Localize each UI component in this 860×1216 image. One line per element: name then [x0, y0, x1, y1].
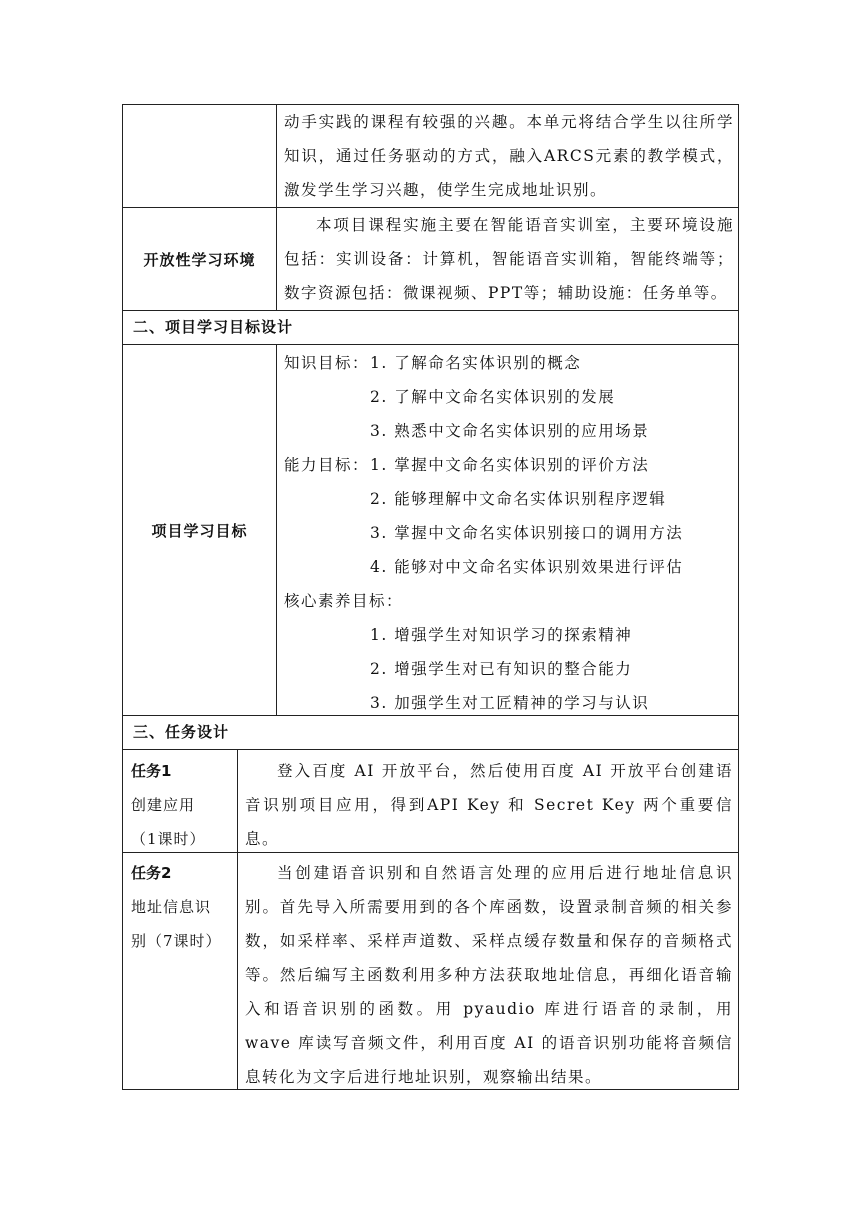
lower-table — [122, 715, 739, 1090]
task-hours: （1课时） — [131, 830, 206, 848]
task-1-description: 登入百度 AI 开放平台，然后使用百度 AI 开放平台创建语音识别项目应用，得到API Key 和 Secret Key 两个重要信息。 — [245, 762, 733, 848]
knowledge-goal-item: 3. 熟悉中文命名实体识别的应用场景 — [370, 422, 650, 440]
intro-text: 动手实践的课程有较强的兴趣。本单元将结合学生以往所学知识，通过任务驱动的方式，融入ARCS元素的教学模式，激发学生学习兴趣，使学生完成地址识别。 — [284, 113, 734, 199]
section-2-title: 二、项目学习目标设计 — [133, 318, 294, 336]
core-goal-label: 核心素养目标： — [284, 592, 404, 610]
core-goal-item: 3. 加强学生对工匠精神的学习与认识 — [370, 694, 650, 712]
task-hours: 别（7课时） — [131, 932, 222, 950]
knowledge-goal-label: 知识目标： — [284, 354, 370, 372]
ability-goal-item: 3. 掌握中文命名实体识别接口的调用方法 — [370, 524, 684, 542]
objectives-label: 项目学习目标 — [151, 521, 248, 540]
task-2-description: 当创建语音识别和自然语言处理的应用后进行地址信息识别。首先导入所需要用到的各个库函数，设置录制音频的相关参数，如采样率、采样声道数、采样点缓存数量和保存的音频格式等。然后编写主函数利用多种方法获取地址信息，再细化语音输入和语音识别的函数。用 pyaudio 库进行语音的录制，用 wave 库读写音频文件，利用百度 AI 的语音识别功能将音频信息转化为文字后进行地址识别，观察输出结果。 — [245, 864, 733, 1086]
task-1-label — [131, 754, 235, 856]
ability-goal-item: 2. 能够理解中文命名实体识别程序逻辑 — [370, 490, 667, 508]
task-name: 任务1 — [131, 762, 172, 780]
core-goal-item: 1. 增强学生对知识学习的探索精神 — [370, 626, 633, 644]
knowledge-goal-item: 1. 了解命名实体识别的概念 — [370, 354, 582, 372]
environment-text: 本项目课程实施主要在智能语音实训室，主要环境设施包括：实训设备：计算机，智能语音实训箱，智能终端等；数字资源包括：微课视频、PPT等；辅助设施：任务单等。 — [284, 216, 734, 302]
core-goal-item: 2. 增强学生对已有知识的整合能力 — [370, 660, 633, 678]
ability-goal-item: 1. 掌握中文命名实体识别的评价方法 — [370, 456, 650, 474]
task-name: 任务2 — [131, 864, 172, 882]
upper-table — [122, 104, 739, 716]
environment-label: 开放性学习环境 — [143, 251, 256, 269]
ability-goal-label: 能力目标： — [284, 456, 370, 474]
objectives-list — [276, 345, 738, 715]
ability-goal-item: 4. 能够对中文命名实体识别效果进行评估 — [370, 558, 684, 576]
task-title: 创建应用 — [131, 796, 196, 814]
task-title: 地址信息识 — [131, 898, 212, 916]
task-2-label — [131, 856, 235, 958]
section-3-title: 三、任务设计 — [133, 723, 230, 741]
knowledge-goal-item: 2. 了解中文命名实体识别的发展 — [370, 388, 616, 406]
